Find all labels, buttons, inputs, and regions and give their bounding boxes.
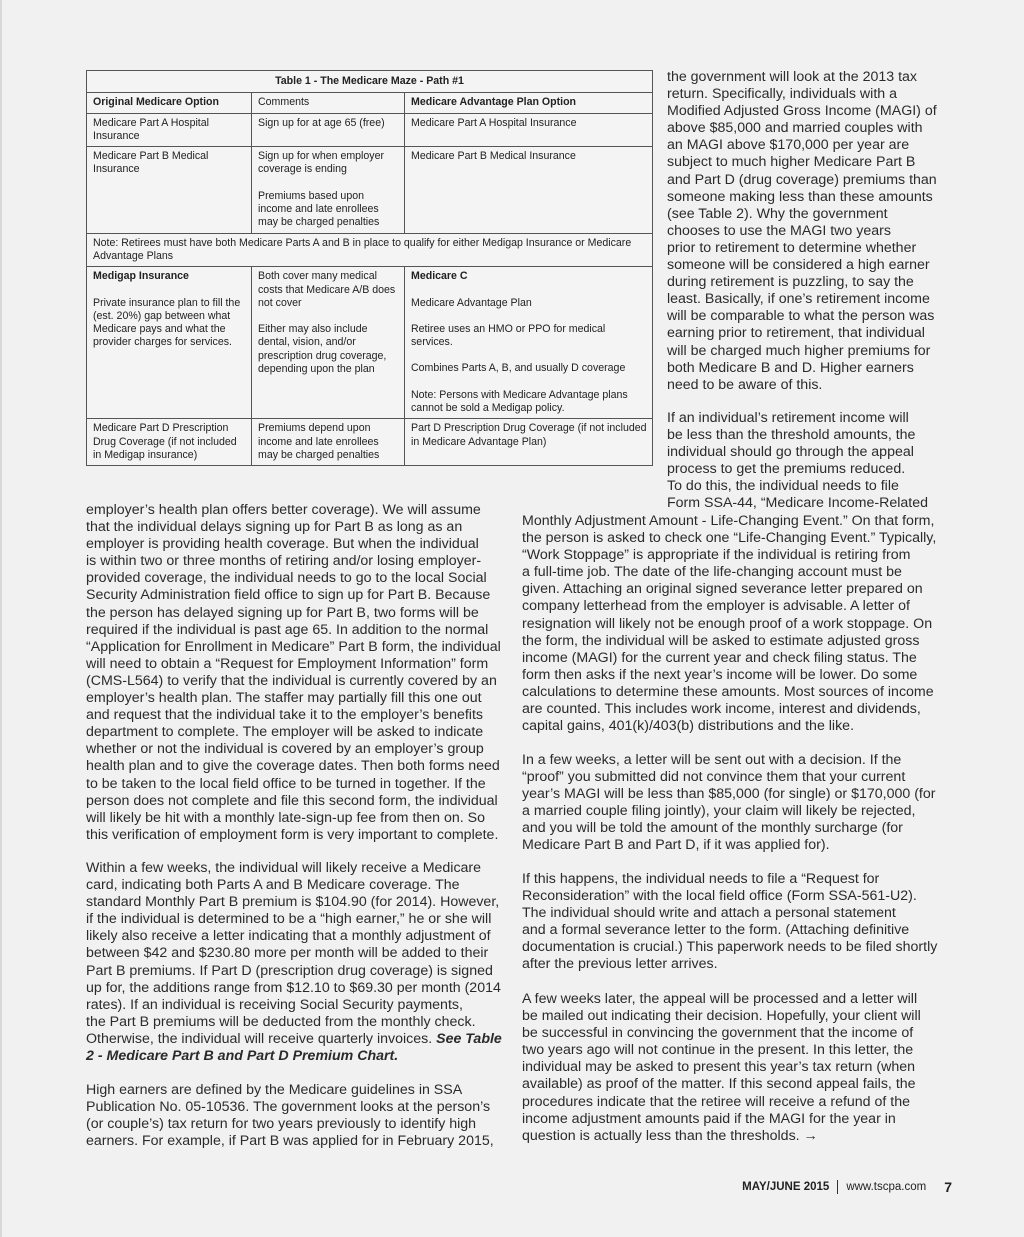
table-header-row xyxy=(87,93,653,113)
table-cell: Part D Prescription Drug Coverage (if not included in Medicare Advantage Plan) xyxy=(405,419,653,466)
page-number: 7 xyxy=(944,1179,952,1195)
right-paragraph-2-continued: Monthly Adjustment Amount - Life-Changing Event.” On that form, the person is asked to check one “Life-Changing Event.” Typically, “Work Stoppage” is appropriate if the individual is retiring from a full-time job. The date of the life-changing account must be given. Attaching an original signed severance letter prepared on company letterhead from the employer is advisable. A letter of resignation will likely not be enough proof of a work stoppage. On the form, the individual will be asked to estimate adjusted gross income (MAGI) for the current year and check filing status. The form then asks if the next year’s income will be lower. Do some calculations to determine these amounts. Most sources of income are counted. This includes work income, interest and dividends, capital gains, 401(k)/403(b) distributions and the like. xyxy=(522,513,937,735)
table-2-reference: See Table 2 - Medicare Part B and Part D Premium Chart. xyxy=(86,1030,502,1065)
left-paragraph-2-text: Within a few weeks, the individual will likely receive a Medicare card, indicating both Parts A and B Medicare coverage. The standard Monthly Part B premium is $104.90 (for 2014). However, if the individual is determined to be a “high earner,” he or she will likely also receive a letter indicating that a monthly adjustment of between $42 and $230.80 more per month will be added to their Part B premiums. If Part D (prescription drug coverage) is signed up for, the additions range from $12.10 to $69.30 per month (2014 rates). If an individual is receiving Social Security payments, the Part B premiums will be deducted from the monthly check. Otherwise, the individual will receive quarterly invoices. xyxy=(86,860,501,1047)
cell-text: Private insurance plan to fill the (est. 20%) gap between what Medicare pays and what the provider charges for services. xyxy=(93,296,241,349)
header-medicare-advantage: Medicare Advantage Plan Option xyxy=(405,93,653,113)
left-paragraph-3: High earners are defined by the Medicare guidelines in SSA Publication No. 05-10536. The government looks at the person’s (or couple’s) tax return for two years previously to identify high earners. For example, if Part B was applied for in February 2015, xyxy=(86,1082,494,1150)
header-original-medicare: Original Medicare Option xyxy=(87,93,252,113)
footer-divider xyxy=(837,1180,838,1194)
table-row xyxy=(87,419,653,466)
header-comments: Comments xyxy=(252,93,405,113)
cell-text: Retiree uses an HMO or PPO for medical services. xyxy=(411,322,606,349)
cell-text: Either may also include dental, vision, and/or prescription drug coverage, depending upon the plan xyxy=(258,323,387,376)
table-cell: Medicare Part A Hospital Insurance xyxy=(87,113,252,147)
table-cell: Medicare Part A Hospital Insurance xyxy=(405,113,653,147)
cell-text: Sign up for when employer coverage is ending xyxy=(258,150,385,176)
table-cell xyxy=(252,267,405,419)
table-cell xyxy=(405,267,653,419)
website-link[interactable]: www.tscpa.com xyxy=(846,1181,927,1193)
right-paragraph-2: If an individual’s retirement income will be less than the threshold amounts, the individual should go through the appeal process to get the premiums reduced. To do this, the individual needs to file Form SSA-44, “Medicare Income-Related xyxy=(667,410,928,512)
table-cell xyxy=(87,267,252,419)
table-note: Note: Retirees must have both Medicare Parts A and B in place to qualify for either Medigap Insurance or Medicare Advantage Plans xyxy=(87,233,653,267)
issue-date: MAY/JUNE 2015 xyxy=(742,1181,830,1193)
table-cell: Medicare Part D Prescription Drug Coverage (if not included in Medigap insurance) xyxy=(87,419,252,466)
cell-text: Both cover many medical costs that Medicare A/B does not cover xyxy=(258,270,396,309)
right-paragraph-4: If this happens, the individual needs to file a “Request for Reconsideration” with the local field office (Form SSA-561-U2). The individual should write and attach a personal statement and a formal severance letter to the form. (Attaching definitive documentation is crucial.) This paperwork needs to be filed shortly after the previous letter arrives. xyxy=(522,871,938,973)
table-cell: Premiums depend upon income and late enrollees may be charged penalties xyxy=(252,419,405,466)
table-caption-row xyxy=(87,71,653,93)
medicare-c-title: Medicare C xyxy=(411,270,468,283)
page-footer xyxy=(742,1179,952,1195)
right-paragraph-5: A few weeks later, the appeal will be processed and a letter will be mailed out indicating their decision. Hopefully, your client will be successful in convincing the government that the income of two years ago will not continue in the present. In this letter, the individual may be asked to present this year’s tax return (when available) as proof of the matter. If this second appeal fails, the procedures indicate that the retiree will receive a refund of the income adjustment amounts paid if the MAGI for the year in question is actually less than the thresholds. → xyxy=(522,991,921,1144)
right-paragraph-3: In a few weeks, a letter will be sent out with a decision. If the “proof” you submitted did not convince them that your current year’s MAGI will be less than $85,000 (for single) or $170,000 (for a married couple filing jointly), your claim will likely be rejected, and you will be told the amount of the monthly surcharge (for Medicare Part B and Part D, if it was applied for). xyxy=(522,752,936,854)
left-paragraph-1: employer’s health plan offers better coverage). We will assume that the individual delays signing up for Part B as long as an employer is providing health coverage. But when the individual is within two or three months of retiring and/or losing employer- provided coverage, the individual needs to go to the local Social Security Administration field office to sign up for Part B. Because the person has delayed signing up for Part B, two forms will be required if the individual is past age 65. In addition to the normal “Application for Enrollment in Medicare” Part B form, the individual will need to obtain a “Request for Employment Information” form (CMS-L564) to verify that the individual is currently covered by an employer’s health plan. The staffer may partially fill this one out and request that the individual take it to the employer’s benefits department to complete. The employer will be asked to indicate whether or not the individual is covered by an employer’s group health plan and to give the coverage dates. Then both forms need to be taken to the local field office to be turned in together. If the person does not complete and file this second form, the individual will likely be hit with a monthly late-sign-up fee from then on. So this verification of employment form is very important to complete. xyxy=(86,502,501,843)
left-paragraph-2 xyxy=(86,860,502,1065)
table-cell: Medicare Part B Medical Insurance xyxy=(405,147,653,233)
cell-text: Note: Persons with Medicare Advantage plans cannot be sold a Medigap policy. xyxy=(411,388,628,415)
right-paragraph-1: the government will look at the 2013 tax return. Specifically, individuals with a Modified Adjusted Gross Income (MAGI) of above $85,000 and married couples with an MAGI above $170,000 per year are subject to much higher Medicare Part B and Part D (drug coverage) premiums than someone making less than these amounts (see Table 2). Why the government chooses to use the MAGI two years prior to retirement to determine whether someone will be considered a high earner during retirement is puzzling, to say the least. Basically, if one’s retirement income will be comparable to what the person was earning prior to retirement, that individual will be charged much higher premiums for both Medicare B and D. Higher earners need to be aware of this. xyxy=(667,69,937,393)
table-cell: Sign up for at age 65 (free) xyxy=(252,113,405,147)
medigap-title: Medigap Insurance xyxy=(93,270,189,283)
cell-text: Combines Parts A, B, and usually D coverage xyxy=(411,362,626,375)
table-note-row xyxy=(87,233,653,267)
medicare-maze-table xyxy=(86,70,653,466)
table-row xyxy=(87,147,653,233)
table-cell: Medicare Part B Medical Insurance xyxy=(87,147,252,233)
table-caption: Table 1 - The Medicare Maze - Path #1 xyxy=(87,71,653,93)
table-row xyxy=(87,113,653,147)
cell-text: Medicare Advantage Plan xyxy=(411,296,532,309)
table-cell xyxy=(252,147,405,233)
cell-text: Premiums based upon income and late enrollees may be charged penalties xyxy=(258,189,380,229)
page-edge xyxy=(0,0,2,1237)
table-row xyxy=(87,267,653,419)
